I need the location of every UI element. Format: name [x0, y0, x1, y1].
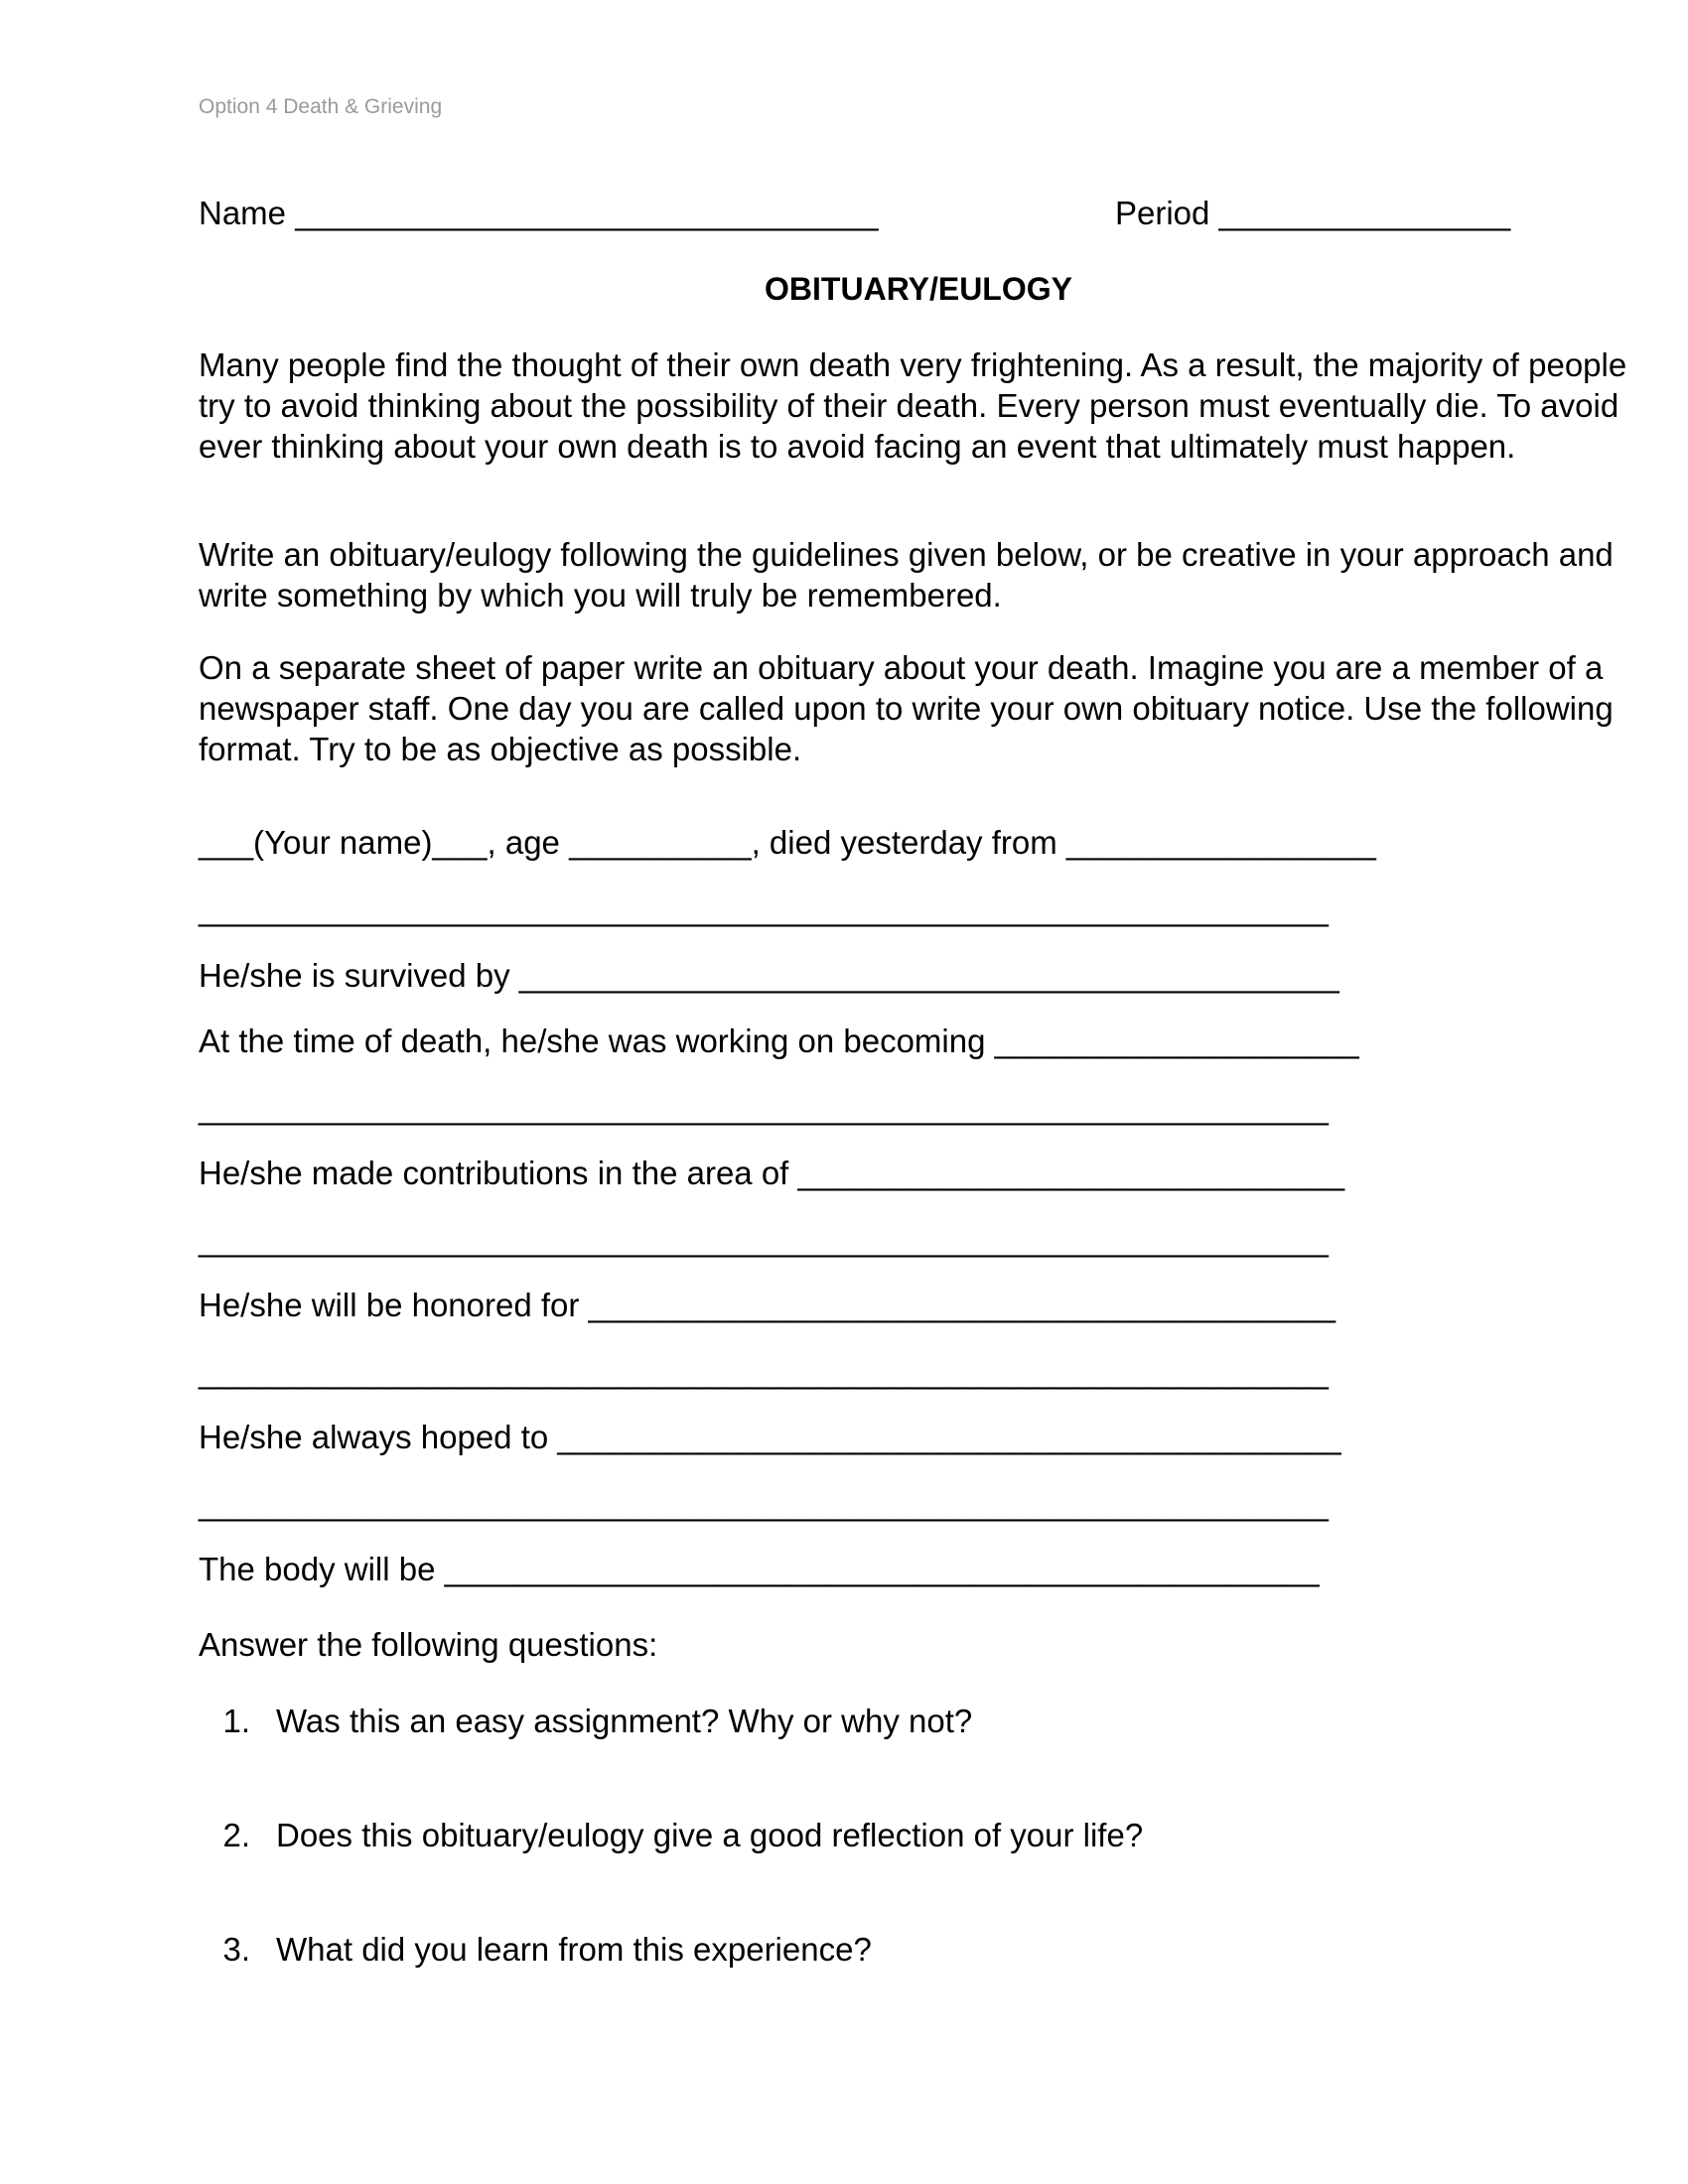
honored-for-line[interactable]: He/she will be honored for _________________________________________	[199, 1287, 1336, 1323]
working-on-line[interactable]: At the time of death, he/she was working on becoming ____________________	[199, 1023, 1359, 1059]
question-item	[199, 1817, 1143, 1854]
blank-line[interactable]: ______________________________________________________________	[199, 890, 1329, 927]
question-text: Does this obituary/eulogy give a good reflection of your life?	[276, 1817, 1144, 1853]
hoped-to-line[interactable]: He/she always hoped to ___________________________________________	[199, 1419, 1341, 1455]
blank-line[interactable]: ______________________________________________________________	[199, 1221, 1329, 1258]
question-number: 1.	[222, 1703, 250, 1739]
instructions-paragraph: Write an obituary/eulogy following the guidelines given below, or be creative in your approach and write something by which you will truly be remembered.	[199, 536, 1614, 614]
blank-line[interactable]: ______________________________________________________________	[199, 1353, 1329, 1390]
body-line[interactable]: The body will be ________________________________________________	[199, 1551, 1320, 1587]
blank-line[interactable]: ______________________________________________________________	[199, 1089, 1329, 1126]
page-title: OBITUARY/EULOGY	[765, 271, 1072, 307]
question-item	[199, 1931, 872, 1969]
contributions-line[interactable]: He/she made contributions in the area of ______________________________	[199, 1155, 1345, 1191]
intro-paragraph: Many people find the thought of their own death very frightening. As a result, the majority of people try to avoid thinking about the possibility of their death. Every person must eventually die. To avoid ever thinking about your own death is to avoid facing an event that ultimately must happen.	[199, 346, 1627, 465]
age-cause-blanks: , age __________, died yesterday from _________________	[487, 824, 1376, 861]
blank-line[interactable]: ______________________________________________________________	[199, 1485, 1329, 1522]
question-item	[199, 1703, 972, 1740]
name-field[interactable]: Name ________________________________	[199, 195, 879, 231]
obituary-line-name[interactable]	[199, 824, 1376, 862]
course-header: Option 4 Death & Grieving	[199, 95, 443, 118]
questions-intro: Answer the following questions:	[199, 1626, 658, 1663]
question-text: Was this an easy assignment? Why or why not?	[276, 1703, 973, 1739]
question-number: 3.	[222, 1931, 250, 1968]
format-paragraph: On a separate sheet of paper write an obituary about your death. Imagine you are a member of a newspaper staff. One day you are called upon to write your own obituary notice. Use the following format. Try to be as objective as possible.	[199, 649, 1614, 767]
question-text: What did you learn from this experience?	[276, 1931, 872, 1968]
survived-by-line[interactable]: He/she is survived by _____________________________________________	[199, 957, 1339, 994]
question-number: 2.	[222, 1817, 250, 1853]
your-name-placeholder: ___(Your name)___	[199, 824, 488, 861]
period-field[interactable]: Period ________________	[1115, 195, 1511, 231]
